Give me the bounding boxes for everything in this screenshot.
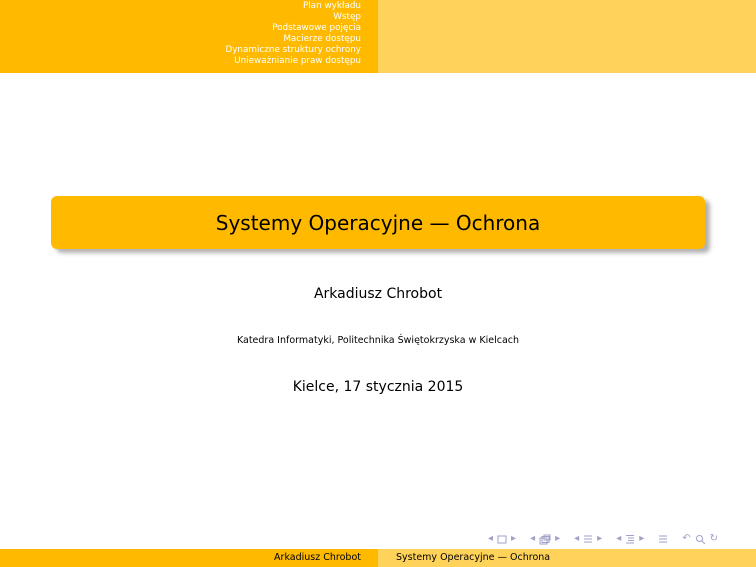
arrow-right-icon[interactable]: ▸ [597, 533, 603, 544]
undo-icon[interactable]: ↻ [709, 533, 719, 544]
title-box [51, 196, 705, 249]
arrow-right-icon[interactable]: ▸ [555, 533, 561, 544]
nav-item-revocation[interactable]: Unieważnianie praw dostępu [234, 56, 361, 66]
slide-title: Systemy Operacyjne — Ochrona [215, 210, 541, 235]
nav-item-dynamic-structures[interactable]: Dynamiczne struktury ochrony [225, 45, 361, 55]
navigation-symbols [488, 532, 718, 546]
arrow-right-icon[interactable]: ▸ [639, 533, 645, 544]
footer-bar [0, 549, 756, 567]
slide-icon[interactable] [497, 535, 507, 544]
header-bar [0, 0, 756, 73]
footer-right [378, 549, 756, 567]
nav-item-intro[interactable]: Wstęp [333, 12, 361, 22]
footer-author: Arkadiusz Chrobot [274, 552, 361, 563]
nav-item-access-matrices[interactable]: Macierze dostępu [283, 34, 361, 44]
section-navigation [225, 1, 361, 67]
nav-item-plan[interactable]: Plan wykładu [302, 1, 361, 11]
date: Kielce, 17 stycznia 2015 [292, 379, 464, 395]
zoom-back-icon[interactable]: ↶ [682, 533, 691, 544]
align-icon[interactable] [658, 534, 668, 544]
arrow-left-icon[interactable]: ◂ [574, 533, 580, 544]
header-left [0, 0, 378, 73]
arrow-left-icon[interactable]: ◂ [616, 533, 622, 544]
institute: Katedra Informatyki, Politechnika Świętokrzyska w Kielcach [236, 335, 520, 346]
footer-title: Systemy Operacyjne — Ochrona [396, 552, 551, 563]
arrow-left-icon[interactable]: ◂ [530, 533, 536, 544]
author: Arkadiusz Chrobot [313, 286, 443, 302]
subsection-icon[interactable] [583, 534, 593, 544]
search-icon[interactable] [695, 534, 706, 545]
arrow-left-icon[interactable]: ◂ [488, 533, 494, 544]
footer-left [0, 549, 378, 567]
section-icon[interactable] [625, 534, 635, 544]
nav-item-basics[interactable]: Podstawowe pojęcia [272, 23, 361, 33]
frame-icon[interactable] [539, 534, 551, 545]
header-right [378, 0, 756, 73]
arrow-right-icon[interactable]: ▸ [511, 533, 517, 544]
